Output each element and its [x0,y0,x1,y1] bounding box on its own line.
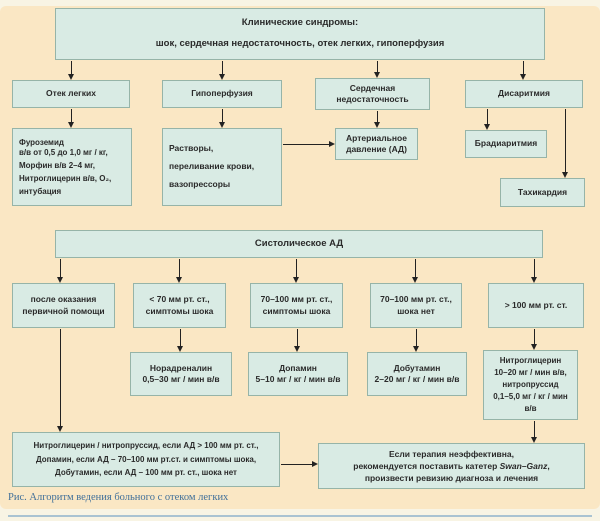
arrow-after-first-aid-to-summary [57,329,64,432]
arrow-syndromes-to-edema [68,61,75,80]
node-dobutamine [367,352,467,396]
arrow-heart-failure-to-bp [374,111,381,128]
node-line: произвести ревизию диагноза и лечения [364,473,539,484]
node-dysrhythmia [465,80,583,108]
node-systolic-bp [55,230,543,258]
node-line: нитропруссид [502,380,559,389]
node-line: в/в [524,404,537,413]
node-heart-failure [315,78,430,110]
node-line: Фуроземид [19,137,64,147]
node-line-segment: , [547,460,550,471]
arrow-dysrhythmia-to-tachycardia [562,109,569,178]
node-norepinephrine [130,352,232,396]
node-bradyarrhythmia [465,130,547,158]
node-clinical-syndromes [55,8,545,60]
node-bp-lt70 [133,283,226,328]
arrow-systolic-to-lt70 [176,259,183,283]
node-line: интубация [19,187,62,197]
bottom-rule [8,515,592,517]
node-line: Морфин в/в 2–4 мг, [19,160,96,170]
node-line: Нитроглицерин / нитропруссид, если АД > 100 мм рт. ст., [33,441,259,451]
node-line: Отек легких [46,88,96,99]
node-line: шока нет [397,305,435,316]
node-line: > 100 мм рт. ст. [504,299,568,310]
arrow-syndromes-to-heart-failure [374,61,381,78]
node-line: Нитроглицерин в/в, О₂, [19,174,112,184]
node-line: 70–100 мм рт. ст., [260,294,333,305]
node-line: Допамин [279,362,317,373]
node-line: Брадиаритмия [474,138,538,149]
node-line: Добутамин [393,362,441,373]
arrow-lt70-to-norepinephrine [177,329,184,352]
node-summary-rules [12,432,280,487]
node-line: 2–20 мг / кг / мин в/в [374,374,460,384]
swan-ganz-label: Swan–Ganz [499,460,548,471]
arrow-syndromes-to-hypoperfusion [219,61,226,80]
node-line [353,460,549,472]
node-tachycardia [500,178,585,207]
arrow-syndromes-to-dysrhythmia [520,61,527,80]
arrow-systolic-to-70-100-shock [293,259,300,283]
node-line: 0,5–30 мг / мин в/в [142,374,220,384]
node-line: Норадреналин [149,362,213,373]
node-line: Допамин, если АД – 70–100 мм рт.ст. и симптомы шока, [35,454,257,464]
node-nitroglycerin-nitroprusside [483,350,578,420]
arrow-fluids-to-bp [283,141,335,148]
node-line: Сердечная [349,82,396,93]
node-line: первичной помощи [22,305,105,316]
arrow-70-100-no-shock-to-dobutamine [413,329,420,352]
arrow-systolic-to-gt100 [531,259,538,283]
arrow-systolic-to-70-100-no-shock [412,259,419,283]
node-line: Добутамин, если АД – 100 мм рт. ст., шока нет [55,468,237,478]
node-line: 70–100 мм рт. ст., [380,294,452,305]
node-line: недостаточность [336,94,409,104]
node-line: симптомы шока [145,305,214,316]
node-furosemide-treatment [12,128,132,206]
arrow-edema-to-furosemide [68,109,75,128]
node-line: Растворы, [169,143,214,154]
node-bp-70-100-no-shock [370,283,462,328]
arrow-gt100-to-nitroglycerin [531,329,538,350]
arrow-nitroglycerin-to-ineffective [531,421,538,443]
node-line: 0,1–5,0 мг / кг / мин [493,392,568,401]
node-line: Дисаритмия [498,88,550,99]
node-arterial-pressure [335,128,418,160]
node-hypoperfusion [162,80,282,108]
node-line: Гипоперфузия [191,88,253,99]
node-line: давление (АД) [346,144,407,154]
node-line: Если терапия неэффективна, [388,448,514,459]
node-line: Систолическое АД [254,237,344,249]
node-bp-70-100-shock [250,283,343,328]
node-dopamine [248,352,348,396]
node-line: 10–20 мг / мин в/в, [494,368,567,377]
node-line: переливание крови, [169,161,255,172]
node-line: Нитроглицерин [499,356,562,365]
figure-caption: Рис. Алгоритм ведения больного с отеком легких [8,492,229,503]
node-line: симптомы шока [262,305,331,316]
node-line: Артериальное [346,132,407,143]
arrow-70-100-shock-to-dopamine [294,329,301,352]
node-line: Клинические синдромы: [241,17,359,29]
arrow-systolic-to-after-first-aid [57,259,64,283]
node-line: < 70 мм рт. ст., [149,294,210,305]
node-fluids-treatment [162,128,282,206]
node-line: в/в от 0,5 до 1,0 мг / кг, [19,147,108,157]
node-pulmonary-edema [12,80,130,108]
node-line: шок, сердечная недостаточность, отек легких, гипоперфузия [155,38,445,50]
arrow-summary-to-ineffective [281,461,318,468]
node-line-segment: рекомендуется поставить катетер [353,460,500,471]
node-therapy-ineffective [318,443,585,489]
node-line: Тахикардия [517,186,568,197]
node-bp-gt100 [488,283,584,328]
node-line: вазопрессоры [169,178,231,189]
arrow-dysrhythmia-to-bradyarrhythmia [484,109,491,130]
node-line: 5–10 мг / кг / мин в/в [255,374,341,384]
node-line: после оказания [30,294,97,305]
arrow-hypoperfusion-to-fluids [219,109,226,128]
node-after-first-aid [12,283,115,328]
